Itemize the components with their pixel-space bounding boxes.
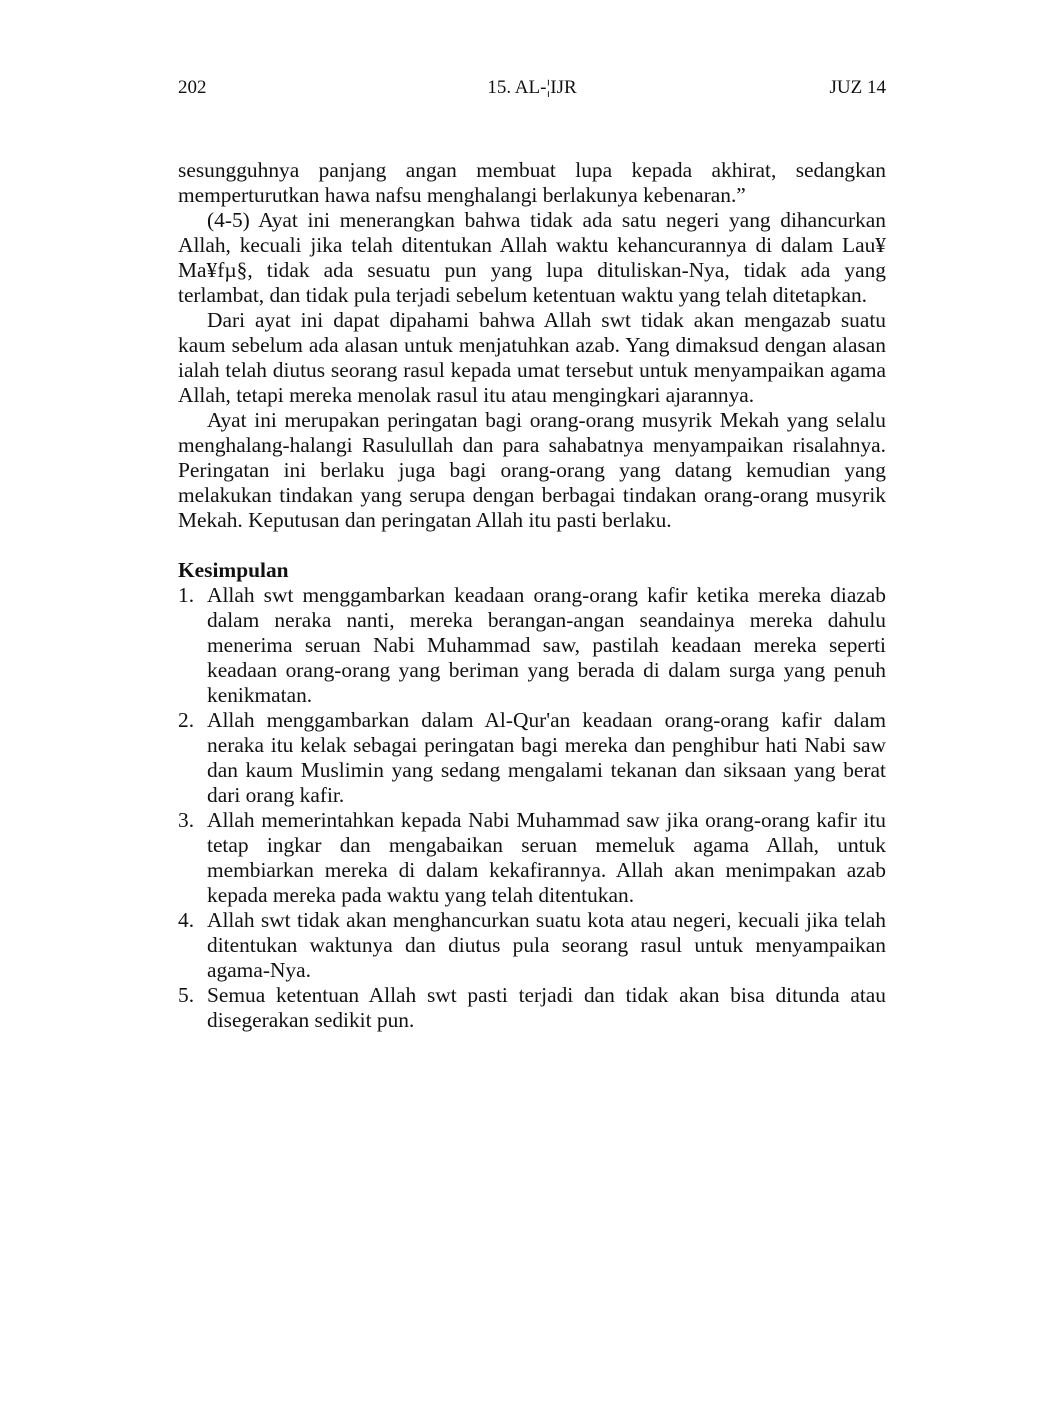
list-item-number: 1. — [178, 583, 195, 607]
list-item — [178, 708, 886, 808]
page-body — [178, 158, 886, 1033]
document-page — [178, 74, 886, 1033]
list-item-text: Semua ketentuan Allah swt pasti terjadi dan tidak akan bisa ditunda atau disegerakan sedikit pun. — [207, 983, 886, 1032]
list-item — [178, 583, 886, 708]
list-item-number: 5. — [178, 983, 195, 1007]
page-header — [178, 74, 886, 102]
list-item-number: 3. — [178, 808, 195, 832]
surah-title: 15. AL-¦IJR — [487, 77, 577, 98]
paragraph-continuation: sesungguhnya panjang angan membuat lupa kepada akhirat, sedangkan memperturutkan hawa nafsu menghalangi berlakunya kebenaran.” — [178, 158, 886, 207]
paragraph: (4-5) Ayat ini menerangkan bahwa tidak ada satu negeri yang dihancurkan Allah, kecuali jika telah ditentukan Allah waktu kehancurannya di dalam Lau¥ Ma¥fµ§, tidak ada sesuatu pun yang lupa dituliskan-Nya, tidak ada yang terlambat, dan tidak pula terjadi sebelum ketentuan waktu yang telah ditetapkan. — [178, 208, 886, 307]
page-number: 202 — [178, 77, 207, 98]
list-item — [178, 908, 886, 983]
list-item-text: Allah swt menggambarkan keadaan orang-orang kafir ketika mereka diazab dalam neraka nanti, mereka berangan-angan seandainya mereka dahulu menerima seruan Nabi Muhammad saw, pastilah keadaan mereka seperti keadaan orang-orang yang beriman yang berada di dalam surga yang penuh kenikmatan. — [207, 583, 886, 707]
list-item-text: Allah memerintahkan kepada Nabi Muhammad saw jika orang-orang kafir itu tetap ingkar dan mengabaikan seruan memeluk agama Allah, untuk membiarkan mereka di dalam kekafirannya. Allah akan menimpakan azab kepada mereka pada waktu yang telah ditentukan. — [207, 808, 886, 907]
list-item — [178, 808, 886, 908]
list-item-number: 2. — [178, 708, 195, 732]
conclusion-heading: Kesimpulan — [178, 558, 289, 582]
list-item-number: 4. — [178, 908, 195, 932]
list-item — [178, 983, 886, 1033]
conclusion-list — [178, 583, 886, 1033]
list-item-text: Allah swt tidak akan menghancurkan suatu kota atau negeri, kecuali jika telah ditentukan waktunya dan diutus pula seorang rasul untuk menyampaikan agama-Nya. — [207, 908, 886, 982]
juz-label: JUZ 14 — [829, 77, 886, 98]
list-item-text: Allah menggambarkan dalam Al-Qur'an keadaan orang-orang kafir dalam neraka itu kelak sebagai peringatan bagi mereka dan penghibur hati Nabi saw dan kaum Muslimin yang sedang mengalami tekanan dan siksaan yang berat dari orang kafir. — [207, 708, 886, 807]
paragraph: Ayat ini merupakan peringatan bagi orang-orang musyrik Mekah yang selalu menghalang-halangi Rasulullah dan para sahabatnya menyampaikan risalahnya. Peringatan ini berlaku juga bagi orang-orang yang datang kemudian yang melakukan tindakan yang serupa dengan berbagai tindakan orang-orang musyrik Mekah. Keputusan dan peringatan Allah itu pasti berlaku. — [178, 408, 886, 532]
paragraph: Dari ayat ini dapat dipahami bahwa Allah swt tidak akan mengazab suatu kaum sebelum ada alasan untuk menjatuhkan azab. Yang dimaksud dengan alasan ialah telah diutus seorang rasul kepada umat tersebut untuk menyampaikan agama Allah, tetapi mereka menolak rasul itu atau mengingkari ajarannya. — [178, 308, 886, 407]
